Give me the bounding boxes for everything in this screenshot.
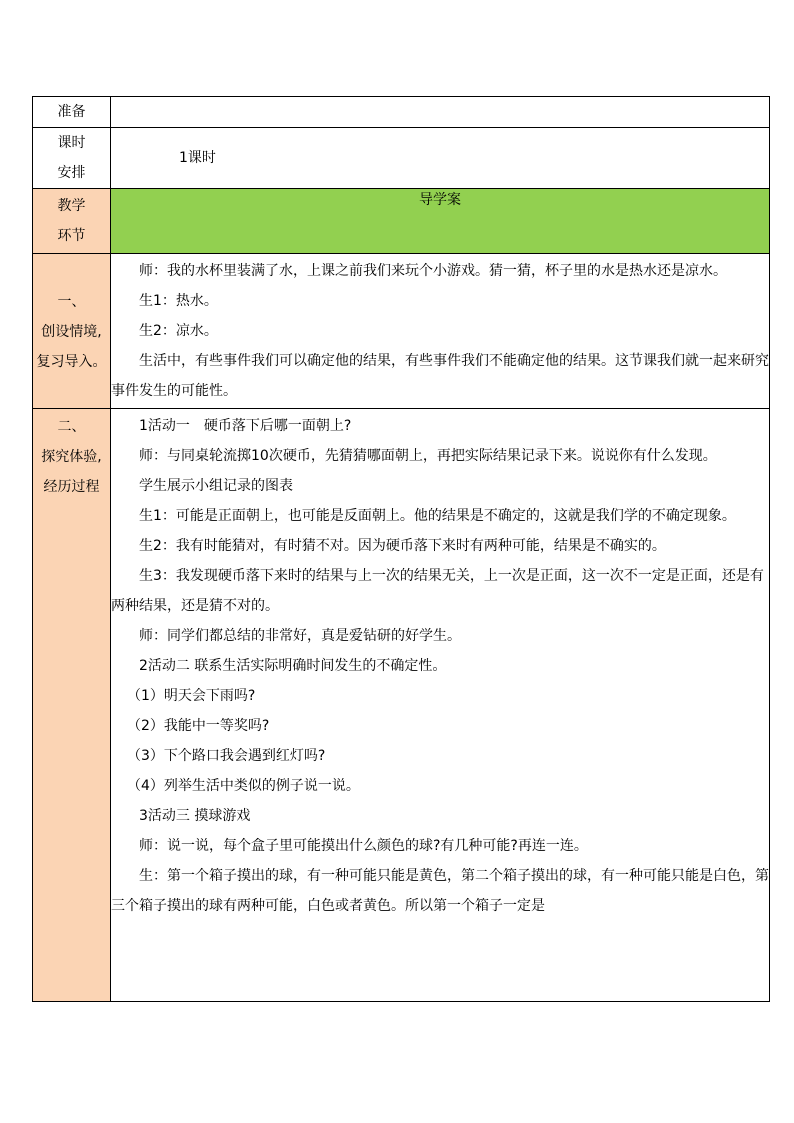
section2-label-line1: 二、	[57, 419, 86, 435]
prep-content	[111, 97, 770, 128]
section1-paragraph: 生2：凉水。	[139, 323, 218, 339]
row-section2	[33, 409, 770, 1002]
section2-paragraph: 生2：我有时能猜对，有时猜不对。因为硬币落下来时有两种可能，结果是不确实的。	[139, 538, 666, 554]
stage-header-cell	[111, 189, 770, 254]
section1-label	[33, 254, 111, 409]
section2-label-line2: 探究体验,	[41, 449, 102, 465]
section2-question: （1）明天会下雨吗?	[127, 688, 256, 704]
schedule-content-cell	[111, 128, 770, 189]
section2-paragraph: 3活动三 摸球游戏	[139, 808, 251, 824]
prep-label: 准备	[33, 97, 111, 128]
section1-content	[111, 254, 770, 409]
schedule-label-line1: 课时	[57, 135, 86, 151]
section2-question: （4）列举生活中类似的例子说一说。	[127, 778, 360, 794]
section2-label	[33, 409, 111, 1002]
section2-paragraph: 生：第一个箱子摸出的球，有一种可能只能是黄色，第二个箱子摸出的球，有一种可能只能是白色，第三个箱子摸出的球有两种可能，白色或者黄色。所以第一个箱子一定是	[111, 868, 769, 914]
section2-paragraph: 师：说一说，每个盒子里可能摸出什么颜色的球?有几种可能?再连一连。	[139, 838, 588, 854]
section1-paragraph: 生活中，有些事件我们可以确定他的结果，有些事件我们不能确定他的结果。这节课我们就一起来研究事件发生的可能性。	[111, 353, 769, 399]
section2-paragraph: 生3：我发现硬币落下来时的结果与上一次的结果无关，上一次是正面，这一次不一定是正面，还是有两种结果，还是猜不对的。	[111, 568, 764, 614]
section2-question: （3）下个路口我会遇到红灯吗?	[127, 748, 326, 764]
section2-content	[111, 409, 770, 1002]
section1-paragraph: 师：我的水杯里装满了水，上课之前我们来玩个小游戏。猜一猜，杯子里的水是热水还是凉水。	[139, 263, 727, 279]
section2-paragraph: 生1：可能是正面朝上，也可能是反面朝上。他的结果是不确定的，这就是我们学的不确定现象。	[139, 508, 736, 524]
section2-label-line3: 经历过程	[43, 479, 100, 495]
row-prep	[33, 97, 770, 128]
section2-paragraph: 学生展示小组记录的图表	[139, 478, 293, 494]
stage-label-line2: 环节	[57, 228, 86, 244]
schedule-content: 1课时	[179, 150, 216, 166]
stage-label-line1: 教学	[57, 198, 86, 214]
section2-paragraph: 2活动二 联系生活实际明确时间发生的不确定性。	[139, 658, 447, 674]
section2-paragraph: 师：同学们都总结的非常好，真是爱钻研的好学生。	[139, 628, 461, 644]
section1-label-line1: 一、	[57, 294, 86, 310]
stage-header-title: 导学案	[419, 192, 461, 208]
schedule-label	[33, 128, 111, 189]
stage-label	[33, 189, 111, 254]
section1-label-line3: 复习导入。	[36, 354, 107, 370]
section2-question: （2）我能中一等奖吗?	[127, 718, 270, 734]
row-schedule	[33, 128, 770, 189]
section1-paragraph: 生1：热水。	[139, 293, 218, 309]
lesson-plan-table	[32, 96, 770, 1002]
row-stage-header	[33, 189, 770, 254]
section1-label-line2: 创设情境,	[41, 324, 102, 340]
row-section1	[33, 254, 770, 409]
section2-paragraph: 1活动一 硬币落下后哪一面朝上?	[139, 418, 352, 434]
section2-paragraph: 师：与同桌轮流掷10次硬币，先猜猜哪面朝上，再把实际结果记录下来。说说你有什么发现。	[139, 448, 717, 464]
schedule-label-line2: 安排	[57, 165, 86, 181]
